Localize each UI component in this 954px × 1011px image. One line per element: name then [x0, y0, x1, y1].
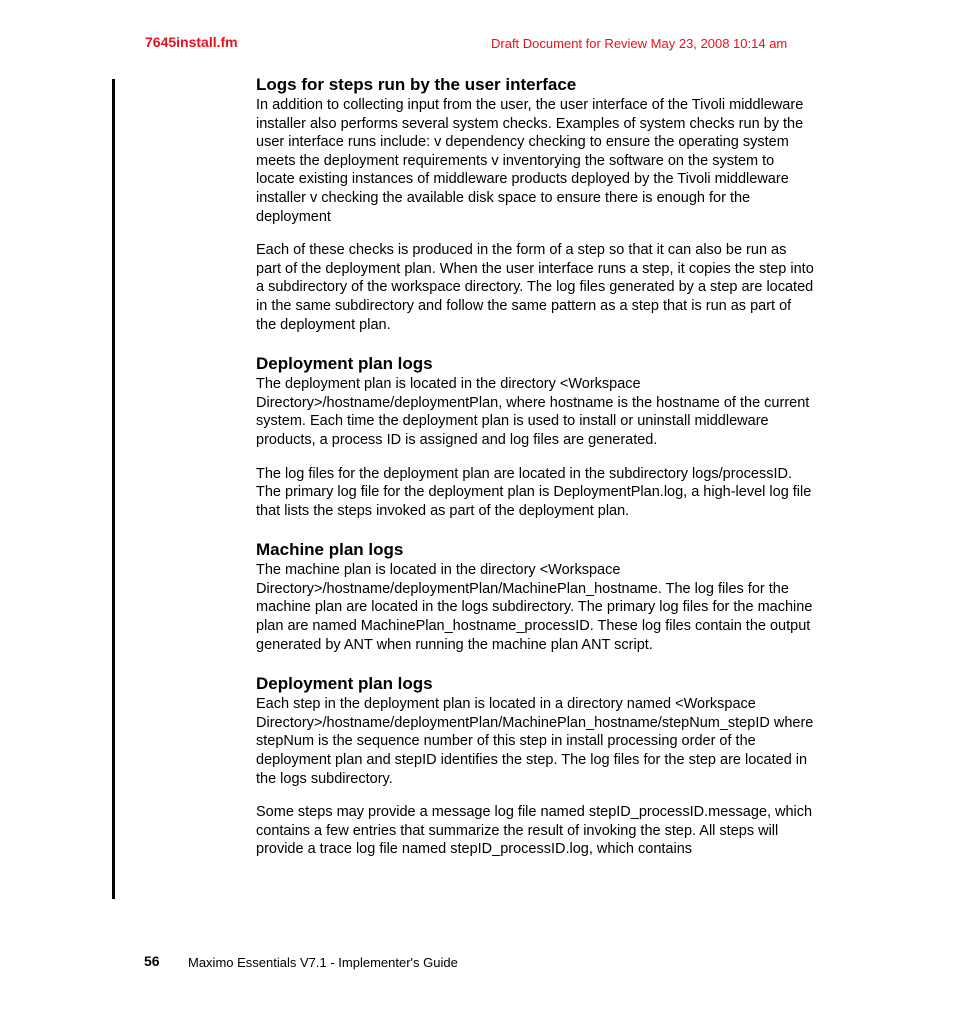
body-paragraph: Some steps may provide a message log file named stepID_processID.message, which contains a few entries that summarize the result of invoking the step. All steps will provide a trace log file named stepID_processID.log, which contains: [256, 804, 813, 858]
main-content: [256, 74, 814, 859]
body-paragraph: Each of these checks is produced in the form of a step so that it can also be run as part of the deployment plan. When the user interface runs a step, it copies the step into a subdirectory of the workspace directory. The log files generated by a step are located in the same subdirectory and follow the same pattern as a step that is run as part of the deployment plan.: [256, 242, 814, 333]
section-heading: Deployment plan logs: [256, 674, 433, 694]
revision-change-bar: [112, 79, 115, 899]
header-draft-notice: Draft Document for Review May 23, 2008 10:14 am: [491, 36, 788, 51]
page-footer: [144, 953, 458, 970]
body-paragraph: The log files for the deployment plan are located in the subdirectory logs/processID. The primary log file for the deployment plan is DeploymentPlan.log, a high-level log file that lists the steps invoked as part of the deployment plan.: [256, 465, 812, 519]
page-number: 56: [144, 953, 160, 969]
section-heading: Logs for steps run by the user interface: [256, 75, 577, 94]
body-paragraph: The deployment plan is located in the directory <Workspace Directory>/hostname/deploymentPlan, where hostname is the hostname of the current system. Each time the deployment plan is used to install or uninstall middleware products, a process ID is assigned and log files are generated.: [256, 376, 810, 448]
body-paragraph: In addition to collecting input from the user, the user interface of the Tivoli middleware installer also performs several system checks. Examples of system checks run by the user interface runs include: v dependency checking to ensure the operating system meets the deployment requirements v inventorying the software on the system to locate existing instances of middleware products deployed by the Tivoli middleware installer v checking the available disk space to ensure there is enough for the deployment: [256, 97, 804, 225]
book-title: Maximo Essentials V7.1 - Implementer's Guide: [188, 955, 458, 970]
section-heading: Machine plan logs: [256, 540, 404, 560]
body-paragraph: Each step in the deployment plan is located in a directory named <Workspace Directory>/hostname/deploymentPlan/MachinePlan_hostname/stepNum_stepID where stepNum is the sequence number of this step in install processing order of the deployment plan and stepID identifies the step. The log files for the step are located in the logs subdirectory.: [256, 696, 814, 787]
body-paragraph: The machine plan is located in the directory <Workspace Directory>/hostname/deploymentPlan/MachinePlan_hostname. The log files for the machine plan are located in the logs subdirectory. The primary log files for the machine plan are named MachinePlan_hostname_processID. These log files contain the output generated by ANT when running the machine plan ANT script.: [256, 562, 813, 653]
section-heading: Deployment plan logs: [256, 354, 433, 374]
header-file-name: 7645install.fm: [145, 34, 238, 50]
